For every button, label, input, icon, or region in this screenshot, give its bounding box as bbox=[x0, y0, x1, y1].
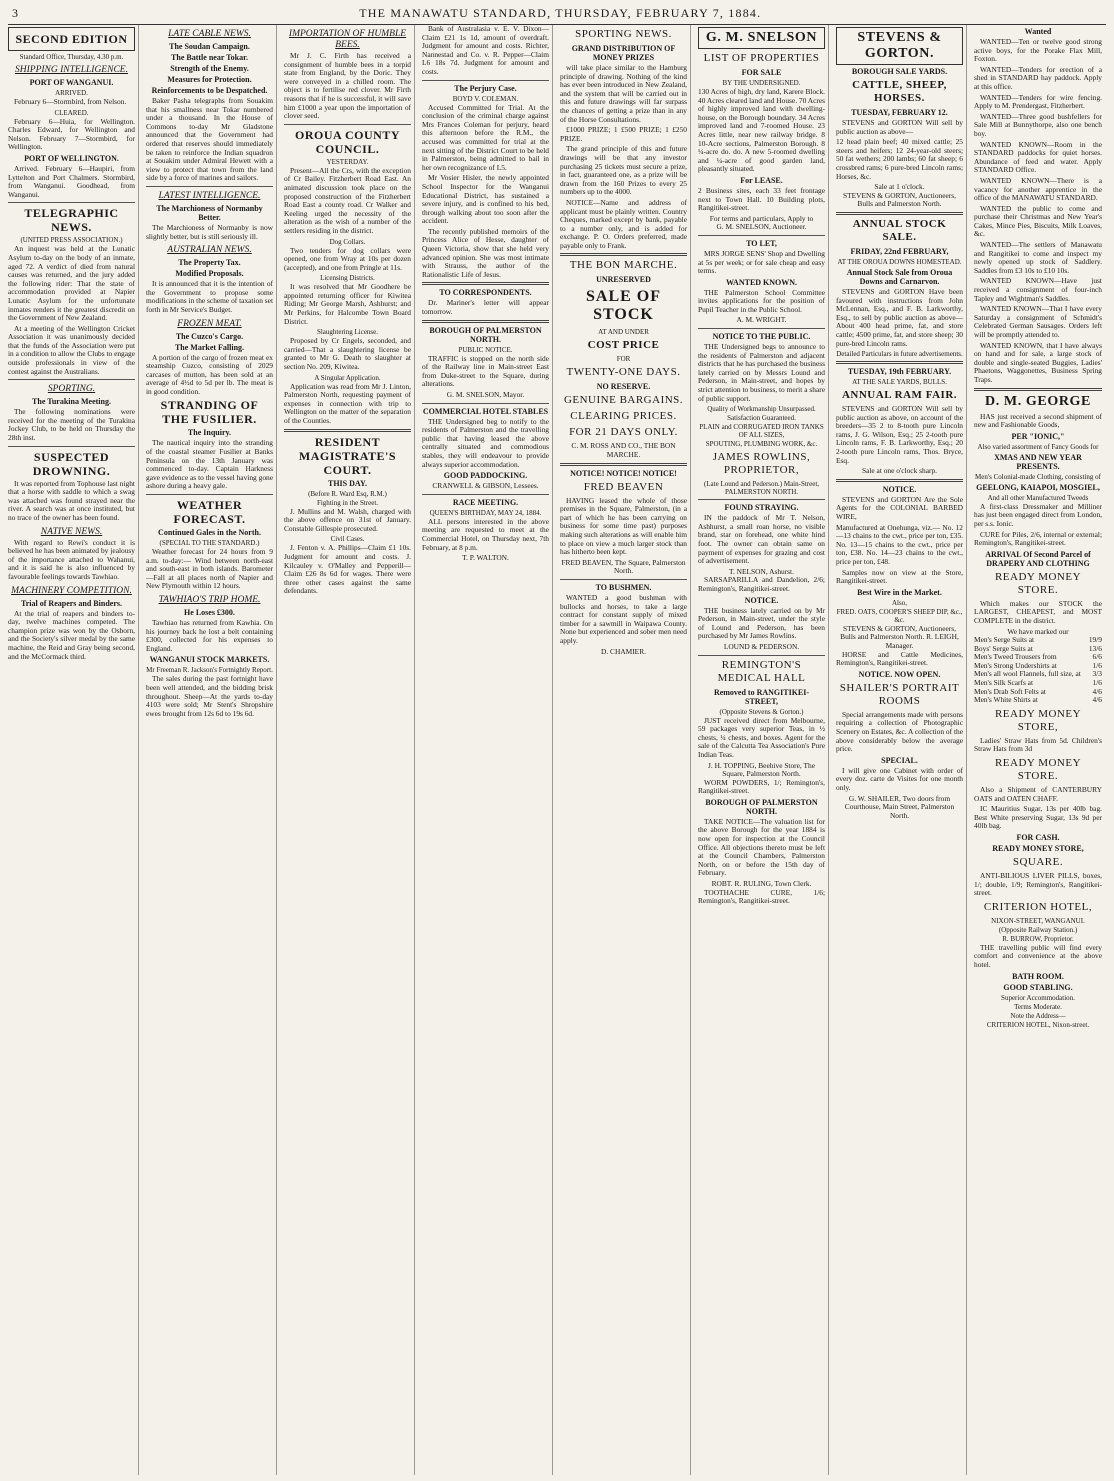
column-4 bbox=[422, 25, 553, 1475]
bon-marche-heading: THE BON MARCHE. bbox=[569, 259, 678, 272]
sg-text: STEVENS and GORTON Will sell by public auction as above— bbox=[836, 118, 963, 136]
ad-7: WANTED the public to come and purchase their Christmas and New Year's Cakes, Mince Pies, Biscuits, Milk Loaves, &c. bbox=[974, 203, 1102, 239]
lound: LOUND & PEDERSON. bbox=[723, 641, 800, 651]
price-row: Men's Tweed Trousers from 6/6 bbox=[974, 652, 1102, 662]
wellington-text: Arrived. February 6—Haupiri, from Lyttelton and Port Chalmers. Stormbird, from Wanganui. Goodhead, from Wanganui. bbox=[8, 163, 135, 199]
for-21-days: FOR 21 DAYS ONLY. bbox=[569, 426, 678, 439]
latest-sub: The Marchioness of Normanby Better. bbox=[156, 203, 263, 222]
correspondents-heading: TO CORRESPONDENTS. bbox=[439, 288, 532, 298]
marked: We have marked our bbox=[1007, 626, 1069, 636]
wanted-top: Wanted bbox=[1024, 27, 1052, 36]
column-1 bbox=[8, 25, 139, 1475]
ad-3: WANTED—Tenders for wire fencing. Apply to M. Prendergast, Fitzherbert. bbox=[974, 92, 1102, 111]
ad-11: WANTED KNOWN, that I have always on hand and for sale, a large stock of double and single-seated Buggies, Ladies' Phaetons, Waggonettes, Business Spring Traps. bbox=[974, 340, 1102, 384]
drowning-text: It was reported from Tophouse last night that a horse with saddle to which a swag was attached was found strayed near the river. A search was at once instituted, but no trace of the owner has been found. bbox=[8, 478, 135, 522]
square: SQUARE. bbox=[1012, 856, 1064, 868]
column-6 bbox=[698, 25, 829, 1475]
office-line: Standard Office, Thursday, 4.30 p.m. bbox=[19, 53, 124, 61]
application-text: Application was read from Mr J. Linton, Palmerston North, requesting payment of expenses in connection with trip to Wellington on the matter of the separation of the Counties. bbox=[284, 381, 411, 425]
list-heading: LIST OF PROPERTIES bbox=[703, 52, 820, 64]
snelson-heading: G. M. SNELSON bbox=[698, 27, 825, 49]
sale-of-stock: SALE OF STOCK bbox=[585, 288, 661, 324]
lease-text: 2 Business sites, each 33 feet frontage next to Town Hall. 10 Building plots, Rangitikei-street. bbox=[698, 185, 825, 213]
homestead: AT THE OROUA DOWNS HOMESTEAD. bbox=[837, 257, 962, 266]
superior: Superior Accommodation. bbox=[1001, 993, 1075, 1002]
ad-4: WANTED—Three good bushfellers for Sale Mill at Bunnythorpe, also one bench boy. bbox=[974, 111, 1102, 138]
george-heading: D. M. GEORGE bbox=[985, 393, 1091, 409]
genuine-bargains: GENUINE BARGAINS. bbox=[563, 394, 684, 407]
also: Also, bbox=[892, 598, 907, 607]
snelson-sign: G. M. SNELSON, Auctioneer. bbox=[716, 222, 807, 232]
columns bbox=[8, 25, 1106, 1475]
special: SPECIAL. bbox=[881, 755, 918, 765]
notice-triple: NOTICE! NOTICE! NOTICE! bbox=[570, 468, 677, 478]
canterbury: Also a Shipment of CANTERBURY OATS and OATEN CHAFF. bbox=[974, 785, 1102, 803]
sale-two: Sale at one o'clock sharp. bbox=[861, 466, 937, 476]
inquiry: The Inquiry. bbox=[187, 428, 232, 438]
beaven-sign: FRED BEAVEN, The Square, Palmerston North. bbox=[561, 557, 686, 576]
bushmen-heading: TO BUSHMEN. bbox=[595, 583, 652, 592]
ready-money-4: READY MONEY STORE, bbox=[992, 844, 1084, 853]
price-row: Men's Drab Soft Felts at 4/6 bbox=[974, 686, 1102, 696]
cooper: FRED. OATS, COOPER'S SHEEP DIP, &c., &c. bbox=[836, 607, 963, 624]
grand-distribution: GRAND DISTRIBUTION OF MONEY PRIZES bbox=[571, 44, 676, 62]
slaughter-text: Proposed by Cr Engels, seconded, and carried—That a slaughtering license be granted to Mr G. Death to slaughter at section No. 209, Kiwitea. bbox=[284, 336, 411, 372]
quality: Quality of Workmanship Unsurpassed. bbox=[707, 405, 816, 414]
prizes: £1000 PRIZE; 1 £500 PRIZE; 1 £250 PRIZE. bbox=[560, 125, 687, 143]
wire: Manufactured at Onehunga, viz.— No. 12—13 chains to the cwt., price per ton, £35. No. 13—15 chains to the cwt., price per ton, £38. No. 14—23 chains to the cwt., price per ton, £48. bbox=[836, 522, 963, 566]
bath-room: BATH ROOM. bbox=[1012, 971, 1064, 981]
price-row: Men's Serge Suits at 19/9 bbox=[974, 635, 1102, 645]
fighting-heading: Fighting in the Street. bbox=[316, 498, 379, 507]
stock-heading: WANGANUI STOCK MARKETS. bbox=[149, 655, 270, 665]
tawhiao-text: Tawhiao has returned from Kawhia. On his journey back he lost a belt containing £300, collected for his expenses to England. bbox=[146, 618, 273, 653]
list-text: 130 Acres of high, dry land, Karere Block. 40 Acres cleared land and House. 70 Acres of highly improved land with dwelling-house, on the Borough boundary. 34 Acres improved land and 7-roomed House. 23 Acres little, near new railway bridge. 8 10-Acre sections, Palmerston Borough. 8 ¼-acre do. do. A new 5-roomed dwelling and ¼-acre of good garden land, pleasantly situated. bbox=[698, 87, 825, 174]
nixon: NIXON-STREET, WANGANUI. bbox=[991, 916, 1085, 925]
paddocking: GOOD PADDOCKING. bbox=[443, 471, 528, 481]
race-sign: T. P. WALTON. bbox=[462, 553, 509, 563]
crit-end: CRITERION HOTEL, Nixon-street. bbox=[986, 1020, 1090, 1029]
property-tax: The Property Tax. bbox=[178, 258, 241, 268]
borough-text: TRAFFIC is stopped on the north side of the Railway line in Main-street East from Duke-street to the Square, during alterations. bbox=[422, 353, 549, 389]
column-8 bbox=[974, 25, 1105, 1475]
bees-heading: IMPORTATION OF HUMBLE BEES. bbox=[288, 29, 407, 50]
beaven-text: HAVING leased the whole of those premises in the Square, Palmerston, (in a part of which he has been carrying on business for some time past) purposes making such alterations as will enable him to place on view a much larger stock than has hitherto been kept. bbox=[560, 495, 687, 557]
sporting-heading: SPORTING. bbox=[47, 384, 96, 395]
column-2 bbox=[146, 25, 277, 1475]
arrived-text: February 6—Stormbird, from Nelson. bbox=[14, 97, 127, 106]
application-heading: A Singular Application. bbox=[314, 373, 381, 382]
frozen-heading: FROZEN MEAT. bbox=[177, 318, 242, 329]
ready-money-2: READY MONEY STORE, bbox=[994, 707, 1082, 733]
licensing-text: It was resolved that Mr Goodhere be appointed returning officer for Kiwitea Riding; Mr George Marsh, Ashhurst; and Mr Perkins, for Halcombe Town Board District. bbox=[284, 282, 411, 326]
ready-money-3: READY MONEY STORE. bbox=[994, 757, 1082, 783]
ad-5: WANTED KNOWN—Room in the STANDARD paddocks for quiet horses. Abundance of feed and water. Apply STANDARD Office. bbox=[974, 139, 1102, 175]
sarsaparilla: SARSAPARILLA and Dandelion, 2/6; Remington's, Rangitikei-street. bbox=[698, 575, 825, 593]
native-heading: NATIVE NEWS. bbox=[40, 526, 103, 537]
queens-birthday: QUEEN'S BIRTHDAY, MAY 24, 1884. bbox=[429, 508, 542, 517]
agents: STEVENS and GORTON Are the Sole Agents for the COLONIAL BARBED WIRE, bbox=[836, 494, 963, 522]
stevens-gorton-heading: STEVENS & GORTON. bbox=[836, 27, 963, 65]
special-credit: (SPECIAL TO THE STANDARD.) bbox=[159, 539, 260, 548]
arrived-label: ARRIVED. bbox=[55, 89, 88, 97]
civil-heading: Civil Cases. bbox=[330, 535, 365, 544]
perjury-text: Accused Committed for Trial. At the conclusion of the criminal charge against Mrs Frances Coleman for perjury, heard this afternoon before the R.M., the accused was committed for trial at the next sitting of the District Court to be held in Palmerston, being admitted to bail in her own recognizance of L5. bbox=[422, 102, 549, 172]
shipping-heading: SHIPPING INTELLIGENCE. bbox=[15, 65, 128, 75]
removed: Removed to RANGITIKEI-STREET, bbox=[713, 687, 810, 706]
burrow: R. BURROW, Proprietor. bbox=[1002, 934, 1074, 943]
price-row: Boys' Serge Suits at 13/6 bbox=[974, 643, 1102, 653]
column-5 bbox=[560, 25, 691, 1475]
hotel-text: THE Undersigned beg to notify to the residents of Palmerston and the travelling public that having leased the above centrally situated and commodious stables, they will endeavour to provide always superior accommodation. bbox=[422, 416, 549, 469]
price-row: Men's Strong Undershirts at 1/6 bbox=[974, 660, 1102, 670]
aus-text: It is announced that it is the intention of the Government to propose some modifications in the scheme of taxation set forth in Mr Service's Budget. bbox=[146, 279, 273, 314]
reapers-heading: Trial of Reapers and Binders. bbox=[21, 598, 122, 608]
rowlins-sub: (Late Lound and Pederson.) Main-Street, PALMERSTON NORTH. bbox=[703, 480, 820, 497]
special-text: I will give one Cabinet with order of every doz. carte de Visites for one month only. bbox=[836, 765, 963, 792]
turakina-heading: The Turakina Meeting. bbox=[32, 397, 111, 407]
at-under: AT AND UNDER bbox=[598, 328, 649, 337]
ad-9: WANTED KNOWN—Have just received a consignment of four-inch Tapley and Wightman's Saddles. bbox=[974, 276, 1102, 303]
cattle-sheep-horses: CATTLE, SHEEP, HORSES. bbox=[852, 79, 947, 104]
tuesday-feb-12: TUESDAY, FEBRUARY 12. bbox=[851, 108, 948, 117]
apply: For terms and particulars, Apply to bbox=[709, 213, 814, 223]
geelong: GEELONG, KAIAPOI, MOSGIEL, bbox=[976, 482, 1100, 492]
ad-6: WANTED KNOWN—There is a vacancy for another apprentice in the office of the MANAWATU STANDARD. bbox=[974, 175, 1102, 203]
ram-fair: ANNUAL RAM FAIR. bbox=[841, 389, 958, 402]
latest-heading: LATEST INTELLIGENCE. bbox=[158, 190, 261, 201]
sg-sign: STEVENS & GORTON, Auctioneers, Bulls and Palmerston North. bbox=[843, 190, 956, 209]
twenty-one-days: TWENTY-ONE DAYS. bbox=[566, 366, 681, 379]
horse-medicine: HORSE and Cattle Medicines, Remington's, Rangitikei-street. bbox=[836, 649, 963, 668]
ad-8: WANTED—The settlers of Manawatu and Rangitikei to come and inspect my newly opened up stock of Saddlery. Saddles from £3 10s to £10 10s. bbox=[974, 240, 1102, 275]
press-credit: (UNITED PRESS ASSOCIATION.) bbox=[20, 236, 123, 245]
sugar: IC Mauritius Sugar, 13s per 40lb bag. Best White preserving Sugar, 13s 9d per 40lb bag. bbox=[974, 804, 1102, 831]
public-notice: PUBLIC NOTICE. bbox=[458, 345, 513, 354]
worm: WORM POWDERS, 1/; Remington's, Rangitikei-street. bbox=[698, 777, 825, 796]
for: FOR bbox=[616, 355, 631, 364]
opposite-rail: (Opposite Railway Station.) bbox=[998, 925, 1078, 934]
ready-money: READY MONEY STORE. bbox=[994, 570, 1082, 596]
notice-7: NOTICE. bbox=[882, 484, 917, 494]
ad-2: WANTED—Tenders for erection of a shed in STANDARD hay paddock. Apply at this office. bbox=[974, 64, 1102, 91]
dressmaker: A first-class Dressmaker and Milliner has just been engaged direct from London, per s.s. Ionic. bbox=[974, 501, 1102, 528]
shailer: SHAILER'S PORTRAIT ROOMS bbox=[839, 681, 960, 707]
col4-top: Bank of Australasia v. E. V. Dixon—Claim £21 1s 1d, amount of overdraft. Judgment for amount and costs. Richter, Nannestad and Co. v. R. Pepper—Claim L6 18s 7d. Judgment for amount and costs. bbox=[422, 25, 549, 76]
to-let: TO LET, bbox=[746, 238, 777, 248]
wellington-port: PORT OF WELLINGTON. bbox=[24, 153, 119, 163]
wanganui-port: PORT OF WANGANUI. bbox=[29, 78, 114, 87]
no-reserve: NO RESERVE. bbox=[596, 382, 651, 392]
page-number: 3 bbox=[12, 6, 19, 20]
wire-best: Best Wire in the Market. bbox=[857, 587, 942, 597]
chamier: D. CHAMIER. bbox=[601, 646, 646, 656]
lost: He Loses £300. bbox=[184, 608, 235, 617]
burrow-text: THE travelling public will find every comfort and convenience at the above hotel. bbox=[974, 942, 1102, 969]
correspondents-text: Dr. Mariner's letter will appear tomorrow. bbox=[422, 298, 549, 317]
annual-sub: Annual Stock Sale from Oroua Downs and Carnarvon. bbox=[846, 267, 953, 286]
rowlins: JAMES ROWLINS, PROPRIETOR, bbox=[712, 451, 811, 477]
masthead bbox=[8, 4, 1106, 25]
stock-text: The sales during the past fortnight have been well attended, and the bidding brisk throughout. Sheep—At the yards to-day 4103 were sold; Mr Stent's Shropshire ewes brought from 12s 6d to 19s 6d. bbox=[146, 674, 273, 718]
stranding-heading: STRANDING OF THE FUSILIER. bbox=[160, 398, 259, 427]
before: (Before R. Ward Esq, R.M.) bbox=[308, 489, 387, 498]
to-let-text: MRS JORGE SENS' Shop and Dwelling at 5s per week; or for sale cheap and easy terms. bbox=[698, 248, 825, 276]
perjury-sub: BOYD V. COLEMAN. bbox=[452, 94, 519, 103]
for-sale: FOR SALE bbox=[741, 68, 782, 77]
fancy: Also varied assortment of Fancy Goods for bbox=[977, 442, 1099, 451]
tanks: PLAIN and CORRUGATED IRON TANKS OF ALL SIZES, bbox=[699, 423, 824, 440]
machinery-heading: MACHINERY COMPETITION. bbox=[11, 585, 132, 596]
detailed: Detailed Particulars in future advertisements. bbox=[836, 350, 963, 359]
tele-text-2: At a meeting of the Wellington Cricket Association it was unanimously decided that the funds of the Association were put in a condition to allow the Clubs to engage outside professionals in view of the contest against the Australians. bbox=[8, 323, 135, 376]
race-text: ALL persons interested in the above meeting are requested to meet at the Commercial Hotel, on Thursday next, 7th February, at 8 p.m. bbox=[422, 516, 549, 552]
men-clothing: Men's Colonial-made Clothing, consisting of bbox=[975, 472, 1101, 481]
shailer-text: Special arrangements made with persons requiring a collection of Photographic Scenery on Estates, &c. A collection of the above considerably below the average price. bbox=[836, 709, 963, 754]
price-row: Men's Silk Scarfs at 1/6 bbox=[974, 678, 1102, 688]
found-straying: FOUND STRAYING. bbox=[724, 503, 799, 513]
notice-public: NOTICE TO THE PUBLIC. bbox=[712, 332, 811, 342]
for-cash: FOR CASH. bbox=[1016, 833, 1060, 842]
gales: Continued Gales in the North. bbox=[158, 528, 261, 538]
weather-heading: WEATHER FORECAST. bbox=[173, 498, 246, 527]
ram-text: STEVENS and GORTON Will sell by public auction as above, on account of the breeders—35 2 to 8-tooth pure Lincoln rams, J. G. Wilson, Esq.; 25 2-tooth pure Lincoln rams, F. B. Larkworthy, Esq.; 20 2-tooth pure Lincoln rams, Thos. Bryce, Esq. bbox=[836, 404, 963, 465]
toothache: TOOTHACHE CURE, 1/6; Remington's, Rangitikei-street. bbox=[698, 887, 825, 906]
criterion: CRITERION HOTEL, bbox=[983, 900, 1093, 913]
ross-and-co: C. M. ROSS AND CO., THE BON MARCHE. bbox=[571, 441, 676, 460]
slaughter-heading: Slaughtering License. bbox=[316, 328, 379, 337]
masthead-title: THE MANAWATU STANDARD, THURSDAY, FEBRUARY 7, 1884. bbox=[359, 6, 762, 20]
stock-list: 12 head plain beef; 40 mixed cattle; 25 steers and heifers; 12 24-year-old steers; 50 fat wethers; 200 lambs; 60 fat sheep; 6 crossbred rams; 6 pure-bred Lincoln rams; Horses, &c. bbox=[836, 137, 963, 181]
telegraphic-heading: TELEGRAPHIC NEWS. bbox=[24, 206, 119, 235]
edition-heading: SECOND EDITION bbox=[15, 32, 128, 46]
dog-heading: Dog Collars. bbox=[329, 237, 366, 246]
strand-text: The nautical inquiry into the stranding of the coastal steamer Fusilier at Banks Peninsula on the 13th January was commenced to-day. Captain Harkness gave evidence as to the vessel having gone ashore during a heavy gale. bbox=[146, 438, 273, 491]
fred-beaven: FRED BEAVEN bbox=[583, 480, 664, 493]
perjury-heading: The Perjury Case. bbox=[454, 83, 517, 93]
dog-text: Two tenders for dog collars were opened, one from Wray at 10s per dozen (accepted), and one from Pringle at 11s. bbox=[284, 245, 411, 272]
ad-10: WANTED KNOWN—That I have every Saturday a consignment of Schmidt's Celebrated German Sausages. Orders left will be promptly attended to. bbox=[974, 304, 1102, 339]
sale-yards: BOROUGH SALE YARDS. bbox=[851, 67, 948, 76]
george-text: HAS just received a second shipment of new and Fashionable Goods, bbox=[974, 411, 1102, 430]
yesterday: YESTERDAY. bbox=[326, 157, 369, 166]
ruling: ROBT. R. RULING, Town Clerk. bbox=[711, 879, 812, 889]
annual-stock-sale: ANNUAL STOCK SALE. bbox=[852, 217, 947, 243]
nelson: T. NELSON, Ashurst. bbox=[729, 566, 794, 576]
wright: A. M. WRIGHT. bbox=[736, 315, 787, 325]
thisday: THIS DAY. bbox=[328, 478, 367, 488]
annual-text: STEVENS and GORTON Have been favoured with instructions from John McLennan, Esq., and F. B. Larkworthy, Esq., to sell by public auction as above—About 400 head prime, fat, and store cattle; 4500 prime, fat, and store sheep; 30 pure-bred Lincoln rams. bbox=[836, 286, 963, 348]
drowning-heading: SUSPECTED DROWNING. bbox=[32, 449, 111, 478]
borough-heading: BOROUGH OF PALMERSTON NORTH. bbox=[429, 325, 542, 344]
price-row: Men's White Shirts at 4/6 bbox=[974, 695, 1102, 705]
tele-text-1: An inquest was held at the Lunatic Asylum to-day on the body of an inmate, aged 72. A verdict of died from natural causes was returned, and the jury added the following rider: That the state of accommodation provided at Napier Lunatic Asylum for the unfortunate inmates renders it the greatest discredit on the Government of New Zealand. bbox=[8, 244, 135, 323]
straw-hats: Ladies' Straw Hats from 5d. Children's Straw Hats from 3d bbox=[974, 735, 1102, 754]
wanted-known: WANTED KNOWN. bbox=[725, 277, 798, 287]
weather-text: Weather forecast for 24 hours from 9 a.m. to-day:— Wind between north-east and south-east in both islands. Barometer—Fall at all places north of Napier and New Plymouth within 12 hours. bbox=[146, 547, 273, 591]
native-text: With regard to Rewi's conduct it is believed he has been animated by jealousy of the importance attached to Wahanui, and it is said he is also influenced by favourable feelings towards Tawhiao. bbox=[8, 537, 135, 581]
stabling: GOOD STABLING. bbox=[1003, 982, 1073, 992]
reinforce-heading: Reinforcements to be Despatched. bbox=[151, 86, 268, 95]
cable-text: Baker Pasha telegraphs from Souakim that his smallness near Tokar numbered under a thousand. In the House of Commons to-day Mr Gladstone announced that the Government had ordered that reserves should immediately be taken to reinforce the Indian squadron at Souakim under Admiral Hewett with a view to protect that town from the land side by a force of marines and sailors. bbox=[146, 96, 273, 183]
clearing-prices: CLEARING PRICES. bbox=[570, 410, 677, 423]
column-7 bbox=[836, 25, 967, 1475]
ad-1: WANTED—Ten or twelve good strong active boys, for the Porake Flax Mill, Foxton. bbox=[974, 37, 1102, 64]
hotel-heading: COMMERCIAL HOTEL STABLES bbox=[422, 406, 549, 416]
arrival: ARRIVAL Of Second Parcel of DRAPERY AND CLOTHING bbox=[985, 549, 1091, 568]
fighting-text: J. Mullins and M. Walsh, charged with the above offence on 31st of January. Constable Gillespie prosecuted. bbox=[284, 506, 411, 533]
frozen-text: A portion of the cargo of frozen meat ex steamship Cuzco, consisting of 2029 carcases of mutton, has been sold at an average of 4½d to 5d per lb. The meat is in good condition. bbox=[146, 352, 273, 396]
pills: ANTI-BILIOUS LIVER PILLS, boxes, 1/; double, 1/9; Remington's, Rangitikei-street. bbox=[974, 871, 1102, 898]
sale-one: Sale at 1 o'clock. bbox=[874, 182, 925, 192]
by-undersigned: BY THE UNDERSIGNED. bbox=[722, 79, 801, 87]
yards-bulls: AT THE SALE YARDS, BULLS. bbox=[852, 378, 947, 387]
borough-2: BOROUGH OF PALMERSTON NORTH. bbox=[705, 797, 818, 816]
bees-text: Mr J. C. Firth has received a consignment of humble bees in a torpid state from England, by the Doric. They were conveyed in a chilled room. The object is to fertilise red clover. Mr Firth reasons that if he is successful, it will save him £1000 a year upon the importation of clover seed. bbox=[284, 51, 411, 121]
cable-heading: LATE CABLE NEWS. bbox=[168, 29, 251, 39]
sporting-news-heading: SPORTING NEWS. bbox=[575, 28, 672, 40]
battle-heading: The Battle near Tokar. bbox=[171, 53, 248, 62]
measures-heading: Measures for Protection. bbox=[167, 75, 252, 84]
soudan-heading: The Soudan Campaign. bbox=[169, 42, 250, 51]
geelong-text: And all other Manufactured Tweeds bbox=[987, 493, 1089, 502]
resident-heading: RESIDENT MAGISTRATE'S COURT. bbox=[298, 434, 397, 477]
cuzco: The Cuzco's Cargo. bbox=[175, 331, 244, 341]
column-3 bbox=[284, 25, 415, 1475]
notice-b: NOTICE. bbox=[744, 595, 779, 605]
oroua-heading: OROUA COUNTY COUNCIL. bbox=[294, 127, 400, 156]
price-row: Men's all wool Flannels, full size, at 3/3 bbox=[974, 669, 1102, 679]
wanganui-text: Mr Vosier Hisler, the newly appointed School Inspector for the Wanganui Educational District, has sustained a severe injury, and is confined to his bed, through walking about too soon after the accident. bbox=[422, 173, 549, 226]
lessees: CRANWELL & GIBSON, Lessees. bbox=[432, 481, 539, 491]
sg-sign-2: STEVENS & GORTON, Auctioneers, Bulls and Palmerston North. R. LEIGH, Manager. bbox=[840, 623, 959, 650]
race-heading: RACE MEETING. bbox=[452, 497, 519, 507]
cost-price: COST PRICE bbox=[587, 339, 660, 352]
reapers-text: At the trial of reapers and binders to-day, twelve machines competed. The champion prize was won by the Osborn, and the Society's silver medal by the same machine, the Reid and Gray being second, and the McCormack third. bbox=[8, 608, 135, 661]
unreserved: UNRESERVED bbox=[596, 275, 651, 285]
draw-text: The grand principle of this and future drawings will be that any investor purchasing 25 tickets must secure a prize, in fact, guaranteed one, as a prize will be drawn from the 160 Prizes to every 25 numbers up to the 4000. bbox=[560, 144, 687, 197]
address: Note the Address— bbox=[1010, 1011, 1066, 1020]
market: The Market Falling. bbox=[174, 342, 245, 352]
borough-2-text: TAKE NOTICE—The valuation list for the above Borough for the year 1884 is now open for inspection at the Council Office. All objections thereto must be left at the Council Chambers, Palmerston North, on or before the 15th day of February. bbox=[698, 816, 825, 878]
notice-public-text: THE Undersigned begs to announce to the residents of Palmerston and adjacent districts that he has purchased the business lately carried on by Messrs Lound and Pederson, in Main-street, and hopes by strict attention to business, to merit a share of public support. bbox=[698, 342, 825, 403]
notice-text: NOTICE—Name and address of applicant must be plainly written. Country Cheques, marked except by bank, payable to a number only, and is added for exchange. P. O. Orders preferred, made payable only to Frank. bbox=[560, 197, 687, 250]
tuesday-19: TUESDAY, 19th FEBRUARY. bbox=[847, 367, 952, 377]
xmas: XMAS AND NEW YEAR PRESENTS. bbox=[994, 452, 1082, 471]
sport-text: will take place similar to the Hamburg principle of drawing. Nothing of the kind has ever been introduced in New Zealand, and the system that will be carried out in this and future drawings will far surpass the chances of getting a prize than in any of the Horse Consultations. bbox=[560, 63, 687, 124]
latest-text: The Marchioness of Normanby is now slightly better, but is still seriously ill. bbox=[146, 222, 273, 241]
cleared-label: CLEARED. bbox=[54, 108, 89, 117]
ready-text: Which makes our STOCK the LARGEST, CHEAPEST, and MOST COMPLETE in the district. bbox=[974, 598, 1102, 625]
mayor: G. M. SNELSON, Mayor. bbox=[446, 390, 525, 399]
modified: Modified Proposals. bbox=[175, 269, 244, 279]
cure: CURE for Piles, 2/6, internal or external; Remington's, Rangitikei-street. bbox=[974, 529, 1102, 548]
satisfaction: Satisfaction Guaranteed. bbox=[727, 414, 796, 423]
rem-text: JUST received direct from Melbourne, 59 packages very superior Teas, in ½ chests, ¼ chests, and boxes. Agent for the sale of the Calcutta Tea Association's Pure Indian Teas. bbox=[698, 715, 825, 759]
cleared-text: February 6—Huia, for Wellington. Charles Edward, for Wellington and Nelson. February 7—Stormbird, for Wellington. bbox=[8, 116, 135, 152]
for-lease: For LEASE. bbox=[740, 175, 783, 185]
strength-heading: Strength of the Enemy. bbox=[170, 64, 249, 73]
friday-22: FRIDAY, 22nd FEBRUARY, bbox=[850, 246, 949, 256]
shailer-sign: G. W. SHAILER, Two doors from Courthouse, Main Street, Palmerston North. bbox=[844, 793, 955, 820]
remington: REMINGTON'S MEDICAL HALL bbox=[717, 658, 806, 684]
oroua-text: Present—All the Crs, with the exception of Cr Bailey. Fitzherbert Road East. An animated discussion took place on the proposed construction of the Fitzherbert Road East a county road. Cr Walker and Keeling urged the necessity of the alteration as the wish of a number of the settlers residing in the district. bbox=[284, 165, 411, 235]
notice-b-text: THE business lately carried on by Mr Pederson, in Main-street, under the style of Lound and Pederson, has been purchased by Mr James Rowlins. bbox=[698, 605, 825, 641]
turakina-text: The following nominations were received for the meeting of the Turakina Jockey Club, to be held on Thursday the 28th inst. bbox=[8, 407, 135, 443]
spouting: SPOUTING, PLUMBING WORK, &c. bbox=[705, 440, 818, 449]
opposite: (Opposite Stevens & Gorton.) bbox=[719, 707, 804, 716]
samples: Samples now on view at the Store, Rangitikei-street. bbox=[836, 567, 963, 586]
notice-now-open: NOTICE. NOW OPEN. bbox=[858, 669, 941, 679]
tawhiao-heading: TAWHIAO'S TRIP HOME. bbox=[158, 595, 261, 605]
licensing-heading: Licensing Districts. bbox=[320, 274, 375, 283]
price-list bbox=[974, 636, 1102, 705]
found-text: IN the paddock of Mr T. Nelson, Ashhurst, a small roan horse, no visible brand, star on forehead, one white hind foot. The owner can obtain same on payment of expenses for grazing and cost of advertisement. bbox=[698, 513, 825, 566]
ionic: PER "IONIC," bbox=[1011, 431, 1065, 441]
wanted-text: THE Palmerston School Committee invites applications for the position of Pupil Teacher in the Public School. bbox=[698, 287, 825, 314]
stock-sub: Mr Freeman R. Jackson's Fortnightly Report. bbox=[146, 666, 273, 675]
topping: J. H. TOPPING, Beehive Store, The Square, Palmerston North. bbox=[708, 760, 815, 779]
extra-text: The recently published memoirs of the Princess Alice of Hesse, daughter of Queen Victoria, show that she held very advanced opinion. She was most intimate with Strauss, the author of the Rationalistic Life of Jesus. bbox=[422, 226, 549, 279]
civil-text: J. Fenton v. A. Phillips—Claim £1 10s. Judgment for amount and costs. J. Kilcauley v. O'Malley and Pepperill—Claim £26 8s 6d for wages. There were three other cases against the same defendants. bbox=[284, 543, 411, 596]
australian-heading: AUSTRALIAN NEWS. bbox=[167, 245, 252, 256]
terms: Terms Moderate. bbox=[1014, 1002, 1062, 1011]
bushmen-text: WANTED a good bushman with bullocks and horses, to take a large contract for constant supply of mixed timber for a sawmill in Waipawa County. None but experienced and sober men need apply. bbox=[560, 593, 687, 645]
